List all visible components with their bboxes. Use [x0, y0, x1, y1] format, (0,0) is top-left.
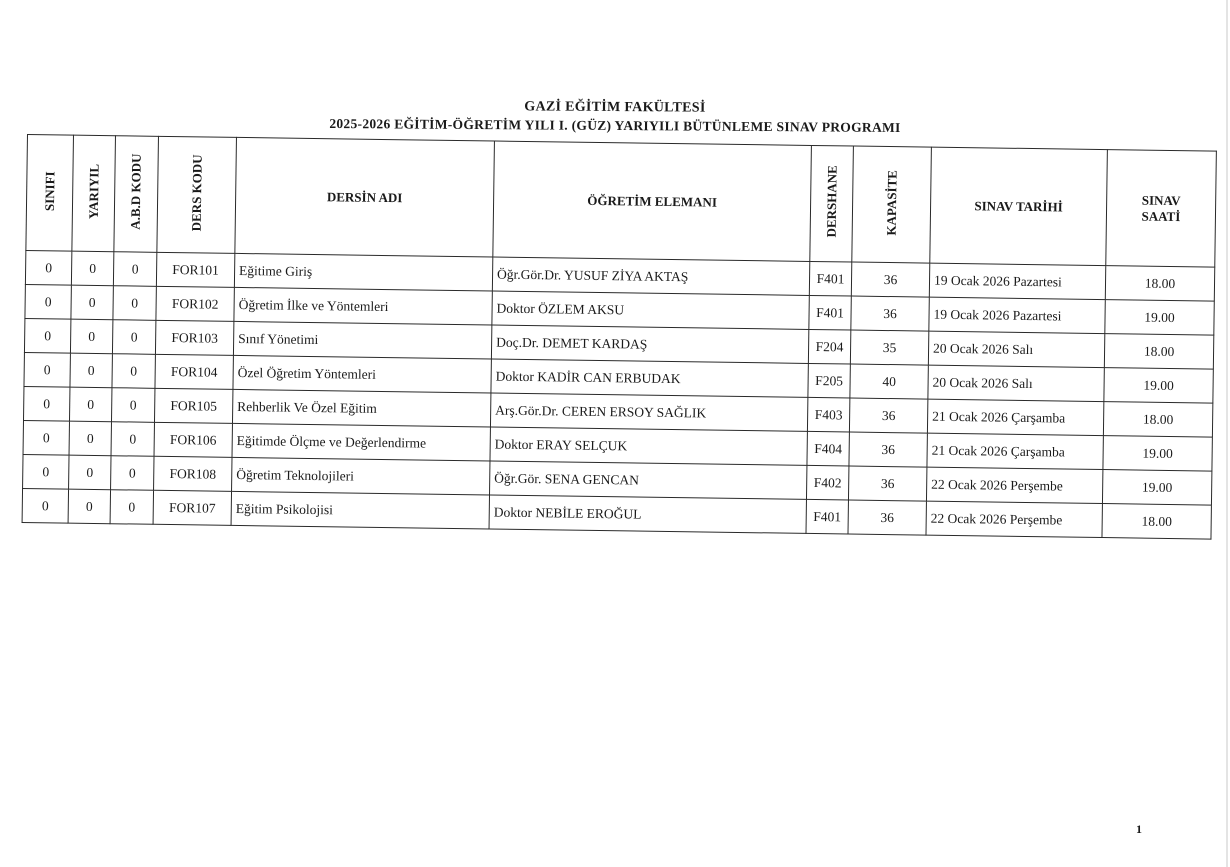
cell-ders-adi: Eğitime Giriş — [234, 253, 492, 291]
cell-sinav-tarihi: 21 Ocak 2026 Çarşamba — [927, 399, 1103, 435]
cell-dershane: F402 — [806, 465, 848, 500]
cell-ogretim-elemani: Öğr.Gör.Dr. YUSUF ZİYA AKTAŞ — [492, 257, 809, 295]
column-header-ders-adi: DERSİN ADI — [235, 137, 495, 257]
column-header-dershane: DERSHANE — [810, 145, 854, 262]
cell-sinav-tarihi: 22 Ocak 2026 Perşembe — [926, 467, 1102, 503]
cell-ders-adi: Eğitimde Ölçme ve Değerlendirme — [232, 423, 490, 461]
column-header-sinav-saati: SINAV SAATİ — [1106, 150, 1217, 268]
exam-schedule-sheet — [22, 134, 1216, 540]
cell-abd-kodu: 0 — [111, 388, 154, 423]
cell-ders-adi: Öğretim İlke ve Yöntemleri — [234, 287, 492, 325]
cell-kapasite: 40 — [850, 364, 928, 399]
cell-kapasite: 36 — [849, 432, 927, 467]
column-header-ogretim-elemani: ÖĞRETİM ELEMANI — [493, 141, 812, 261]
cell-yariyil: 0 — [71, 285, 113, 320]
cell-sinifi: 0 — [23, 454, 69, 489]
cell-yariyil: 0 — [71, 251, 113, 286]
page-number: 1 — [1136, 822, 1142, 836]
cell-ders-adi: Eğitim Psikolojisi — [231, 491, 489, 529]
program-title: 2025-2026 EĞİTİM-ÖĞRETİM YILI I. (GÜZ) YARIYILI BÜTÜNLEME SINAV PROGRAMI — [329, 116, 901, 135]
cell-ogretim-elemani: Öğr.Gör. SENA GENCAN — [490, 461, 807, 499]
cell-ders-kodu: FOR106 — [154, 422, 232, 457]
cell-yariyil: 0 — [68, 489, 110, 524]
exam-schedule-table — [22, 134, 1217, 540]
cell-yariyil: 0 — [70, 319, 112, 354]
cell-dershane: F403 — [807, 397, 849, 432]
cell-sinav-saati: 19.00 — [1104, 368, 1213, 404]
cell-ders-kodu: FOR108 — [154, 456, 232, 491]
cell-ders-kodu: FOR103 — [155, 320, 233, 355]
cell-abd-kodu: 0 — [112, 320, 155, 355]
cell-sinav-tarihi: 19 Ocak 2026 Pazartesi — [929, 263, 1105, 299]
cell-sinifi: 0 — [25, 284, 71, 319]
cell-ogretim-elemani: Doktor ÖZLEM AKSU — [492, 291, 809, 329]
cell-dershane: F401 — [809, 261, 851, 296]
cell-abd-kodu: 0 — [111, 456, 154, 491]
cell-kapasite: 35 — [850, 330, 928, 365]
cell-ogretim-elemani: Arş.Gör.Dr. CEREN ERSOY SAĞLIK — [490, 393, 807, 431]
cell-kapasite: 36 — [848, 500, 926, 535]
cell-sinav-tarihi: 20 Ocak 2026 Salı — [928, 365, 1104, 401]
cell-abd-kodu: 0 — [113, 286, 156, 321]
cell-ders-kodu: FOR107 — [153, 490, 231, 525]
column-header-abd-kodu: A.B.D KODU — [114, 136, 159, 253]
cell-ders-kodu: FOR105 — [154, 388, 232, 423]
cell-abd-kodu: 0 — [110, 490, 153, 525]
cell-ogretim-elemani: Doç.Dr. DEMET KARDAŞ — [491, 325, 808, 363]
cell-ders-adi: Özel Öğretim Yöntemleri — [233, 355, 491, 393]
cell-sinav-saati: 19.00 — [1103, 436, 1212, 472]
cell-yariyil: 0 — [69, 387, 111, 422]
cell-dershane: F401 — [806, 499, 848, 534]
cell-sinav-saati: 19.00 — [1102, 470, 1211, 506]
cell-dershane: F205 — [808, 363, 850, 398]
cell-dershane: F401 — [809, 295, 851, 330]
cell-kapasite: 36 — [849, 398, 927, 433]
cell-ders-adi: Rehberlik Ve Özel Eğitim — [232, 389, 490, 427]
cell-sinifi: 0 — [23, 420, 69, 455]
cell-sinifi: 0 — [23, 386, 69, 421]
table-body — [22, 250, 1215, 539]
cell-sinav-saati: 18.00 — [1103, 402, 1212, 438]
cell-dershane: F204 — [808, 329, 850, 364]
cell-ogretim-elemani: Doktor NEBİLE EROĞUL — [489, 495, 806, 533]
cell-kapasite: 36 — [851, 262, 929, 297]
faculty-title: GAZİ EĞİTİM FAKÜLTESİ — [524, 99, 706, 116]
cell-abd-kodu: 0 — [112, 354, 155, 389]
column-header-kapasite: KAPASİTE — [852, 146, 932, 263]
cell-dershane: F404 — [807, 431, 849, 466]
cell-sinav-saati: 19.00 — [1105, 300, 1214, 336]
cell-yariyil: 0 — [69, 421, 111, 456]
cell-abd-kodu: 0 — [111, 422, 154, 457]
column-header-ders-kodu: DERS KODU — [157, 136, 237, 253]
cell-sinav-tarihi: 21 Ocak 2026 Çarşamba — [927, 433, 1103, 469]
cell-ders-kodu: FOR104 — [155, 354, 233, 389]
cell-sinav-saati: 18.00 — [1102, 504, 1211, 540]
cell-kapasite: 36 — [848, 466, 926, 501]
cell-ogretim-elemani: Doktor ERAY SELÇUK — [490, 427, 807, 465]
cell-sinav-tarihi: 19 Ocak 2026 Pazartesi — [929, 297, 1105, 333]
cell-ders-kodu: FOR101 — [156, 252, 234, 287]
column-header-sinifi: SINIFI — [26, 135, 74, 252]
column-header-sinav-tarihi: SINAV TARİHİ — [930, 147, 1108, 265]
cell-ders-adi: Sınıf Yönetimi — [233, 321, 491, 359]
cell-ders-kodu: FOR102 — [156, 286, 234, 321]
cell-sinifi: 0 — [24, 352, 70, 387]
cell-yariyil: 0 — [70, 353, 112, 388]
cell-sinav-tarihi: 20 Ocak 2026 Salı — [928, 331, 1104, 367]
cell-sinav-saati: 18.00 — [1105, 266, 1214, 302]
cell-sinifi: 0 — [22, 488, 68, 523]
cell-sinav-saati: 18.00 — [1104, 334, 1213, 370]
cell-ogretim-elemani: Doktor KADİR CAN ERBUDAK — [491, 359, 808, 397]
cell-abd-kodu: 0 — [113, 252, 156, 287]
table-header — [26, 135, 1217, 268]
cell-sinifi: 0 — [25, 250, 71, 285]
cell-kapasite: 36 — [851, 296, 929, 331]
cell-yariyil: 0 — [69, 455, 111, 490]
cell-sinifi: 0 — [24, 318, 70, 353]
cell-sinav-tarihi: 22 Ocak 2026 Perşembe — [926, 501, 1102, 537]
cell-ders-adi: Öğretim Teknolojileri — [232, 457, 490, 495]
column-header-yariyil: YARIYIL — [72, 135, 116, 252]
